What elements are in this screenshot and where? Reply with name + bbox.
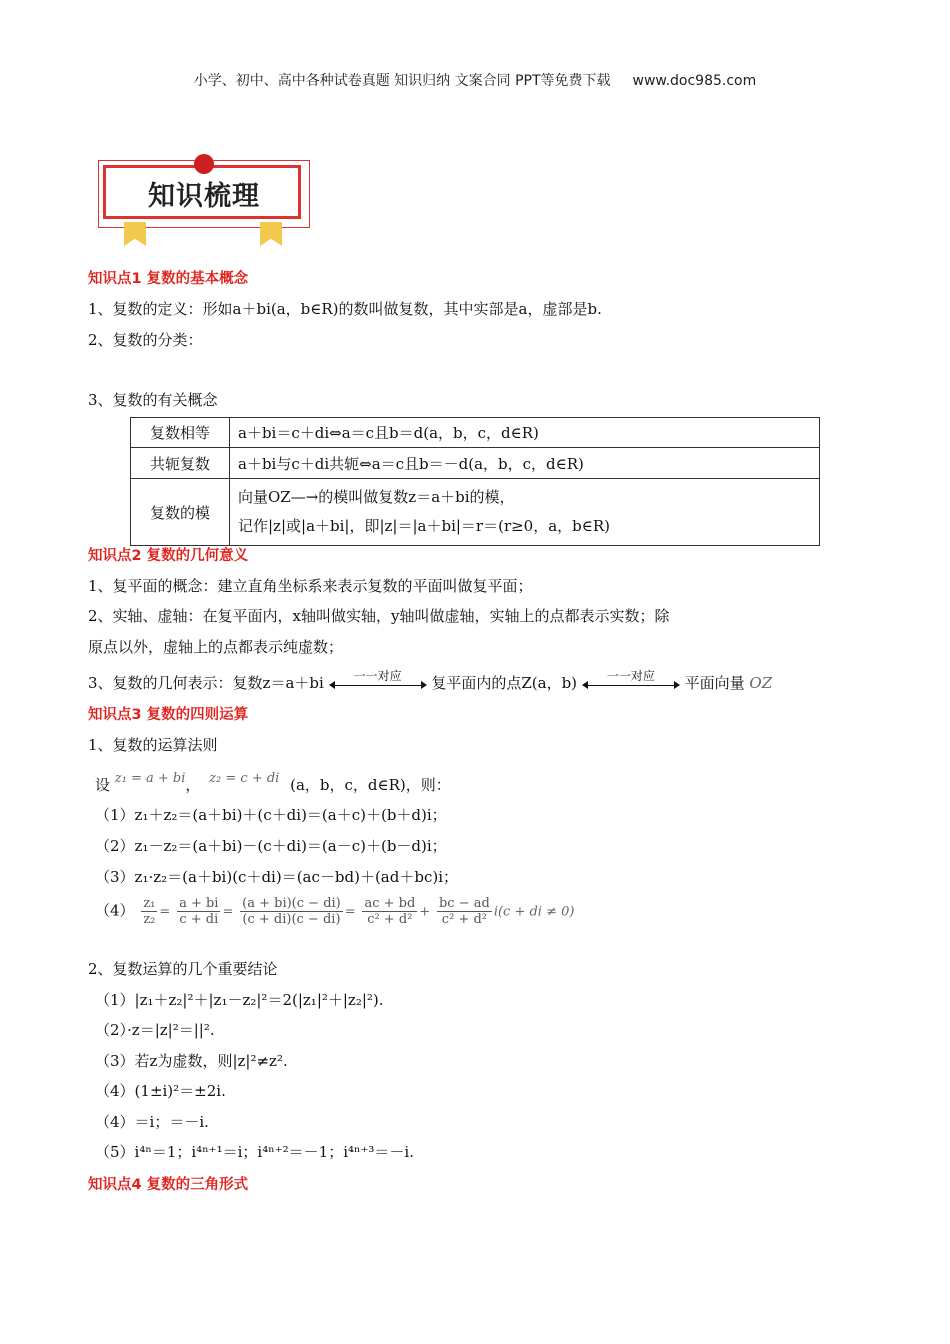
table-value: a＋bi与c＋di共轭⇔a＝c且b＝－d(a，b，c，d∈R) [230, 448, 820, 479]
s3-line-1: 1、复数的运算法则 [88, 736, 218, 754]
table-value: a＋bi＝c＋di⇔a＝c且b＝d(a，b，c，d∈R) [230, 418, 820, 448]
s2-line-3 [88, 669, 773, 693]
header-site: www.doc985.com [632, 73, 757, 89]
concepts-table [130, 417, 820, 546]
s3-line-2: 2、复数运算的几个重要结论 [88, 960, 278, 978]
table-value: 记作|z|或|a＋bi|，即|z|＝|a＋bi|＝r＝(r≥0，a，b∈R) [238, 517, 611, 535]
rule-4-label: （4） [95, 901, 135, 920]
fraction: $\frac{bc - ad}{\text{c² + d²}}$ [438, 896, 490, 927]
conclusion-5: （4）＝i；＝－i. [95, 1113, 209, 1131]
set-comma: ， [185, 776, 201, 794]
badge-dot-icon [194, 154, 214, 174]
table-row [131, 418, 820, 448]
table-value-cell [230, 479, 820, 546]
table-key: 共轭复数 [131, 448, 230, 479]
header-text: 小学、初中、高中各种试卷真题 知识归纳 文案合同 PPT等免费下载 [193, 73, 611, 89]
table-key: 复数的模 [131, 479, 230, 546]
s3-set-line [95, 766, 451, 794]
s2-line-3c: 平面向量 [684, 674, 745, 692]
double-arrow-icon [582, 669, 680, 689]
badge-title: 知识梳理 [148, 181, 260, 212]
double-arrow-icon [329, 669, 427, 689]
badge-ribbon-left-icon [124, 222, 146, 246]
s2-line-1: 1、复平面的概念：建立直角坐标系来表示复数的平面叫做复平面； [88, 577, 533, 595]
z1-def: z₁ = a + bi [114, 771, 186, 786]
rule-2: （2）z₁－z₂＝(a＋bi)－(c＋di)＝(a－c)＋(b－d)i； [95, 837, 447, 855]
s2-line-2b: 原点以外，虚轴上的点都表示纯虚数； [88, 638, 344, 656]
section-badge [98, 160, 310, 230]
section-title-1: 知识点1 复数的基本概念 [88, 271, 249, 287]
page-header [0, 70, 950, 90]
fraction: $\frac{ac + bd}{\text{c² + d²}}$ [364, 896, 416, 927]
table-key: 复数相等 [131, 418, 230, 448]
table-value: 向量OZ—→的模叫做复数z＝a＋bi的模， [238, 488, 515, 506]
s2-line-3a: 3、复数的几何表示：复数z＝a＋bi [88, 674, 324, 692]
section-title-2: 知识点2 复数的几何意义 [88, 548, 249, 564]
conclusion-3: （3）若z为虚数，则|z|²≠z². [95, 1052, 288, 1070]
s2-line-3b: 复平面内的点Z(a，b) [431, 674, 578, 692]
rule-1: （1）z₁＋z₂＝(a＋bi)＋(c＋di)＝(a＋c)＋(b＋d)i； [95, 806, 447, 824]
s1-line-1: 1、复数的定义：形如a＋bi(a，b∈R)的数叫做复数，其中实部是a，虚部是b. [88, 300, 602, 318]
set-prefix: 设 [95, 776, 111, 794]
arrow-label: 一一对应 [606, 669, 655, 683]
badge-ribbon-right-icon [260, 222, 282, 246]
fraction-tail: i(c + di ≠ 0) [493, 904, 575, 920]
section-title-3: 知识点3 复数的四则运算 [88, 707, 249, 723]
set-suffix: (a，b，c，d∈R)，则： [290, 776, 451, 794]
fraction: $\frac{(a + bi)(c - di)}{(c + di)(c - di)}$ [242, 896, 341, 927]
z2-def: z₂ = c + di [209, 771, 280, 786]
conclusion-6: （5）i⁴ⁿ＝1；i⁴ⁿ⁺¹＝i；i⁴ⁿ⁺²＝－1；i⁴ⁿ⁺³＝－i. [95, 1143, 414, 1161]
arrow-label: 一一对应 [353, 669, 402, 683]
table-row [131, 479, 820, 546]
s1-line-3: 3、复数的有关概念 [88, 391, 218, 409]
table-row [131, 448, 820, 479]
conclusion-4: （4）(1±i)²＝±2i. [95, 1082, 226, 1100]
vector-oz: OZ [749, 674, 773, 692]
conclusion-1: （1）|z₁＋z₂|²＋|z₁－z₂|²＝2(|z₁|²＋|z₂|²). [95, 991, 384, 1009]
section-title-4: 知识点4 复数的三角形式 [88, 1177, 249, 1193]
s1-line-2: 2、复数的分类： [88, 331, 203, 349]
rule-3: （3）z₁·z₂＝(a＋bi)(c＋di)＝(ac－bd)＋(ad＋bc)i； [95, 868, 458, 886]
fraction: $\frac{\text{z₁}}{\text{z₂}}$ [143, 896, 156, 927]
rule-4: （4） $\frac{\text{z₁}}{\text{z₂}}$ = $\frac{a + bi}{c + di}$ = $\frac{(a + bi)(c - di)}{(c + di)(c - di)}$ = $\frac{ac + bd}{\text{c² + d²}}$ + $\frac{bc - ad}{\text{c² + d²}}$ i(c + di ≠ 0) [95, 896, 575, 927]
conclusion-2: （2）·z＝|z|²＝||². [95, 1021, 215, 1039]
fraction: $\frac{a + bi}{c + di}$ [179, 896, 219, 927]
s2-line-2: 2、实轴、虚轴：在复平面内，x轴叫做实轴，y轴叫做虚轴，实轴上的点都表示实数；除 [88, 607, 670, 625]
